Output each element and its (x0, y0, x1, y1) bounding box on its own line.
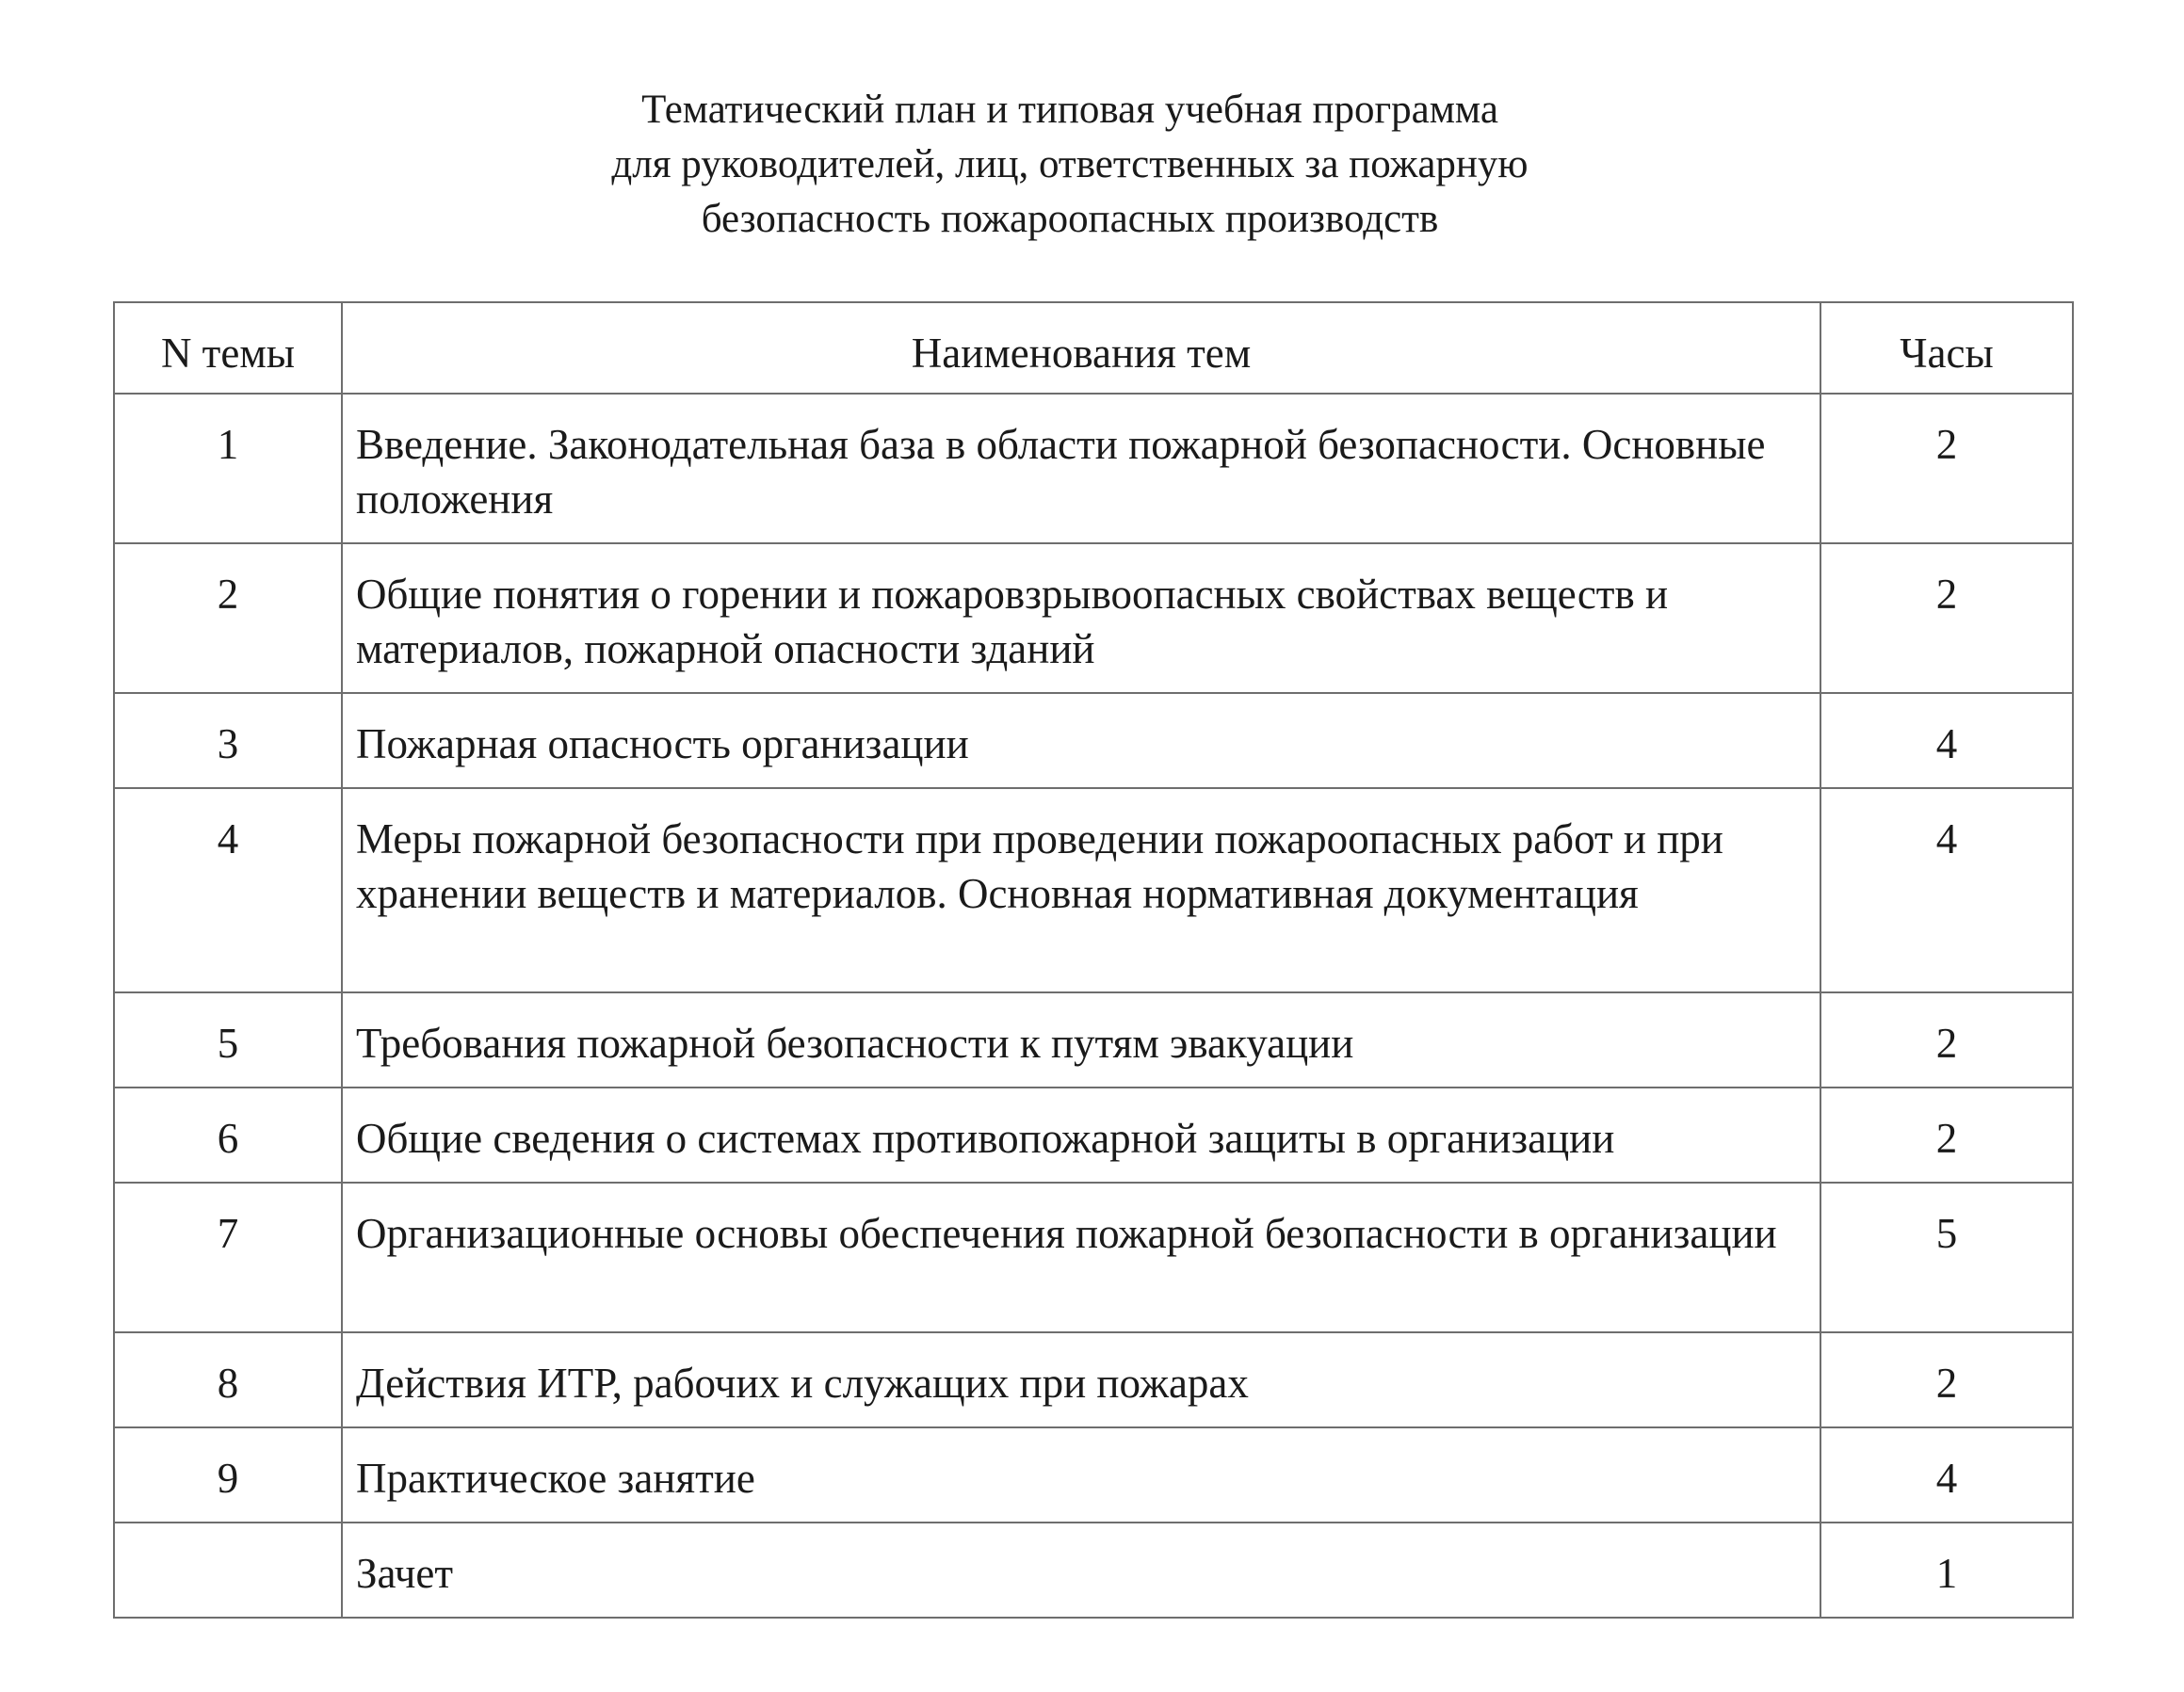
title-line-3: безопасность пожароопасных производств (701, 197, 1439, 241)
header-hours: Часы (1820, 302, 2073, 394)
topic-name: Организационные основы обеспечения пожарной безопасности в организации (342, 1183, 1820, 1332)
topic-number: 9 (114, 1427, 342, 1523)
topic-number: 4 (114, 788, 342, 992)
title-line-1: Тематический план и типовая учебная программа (641, 88, 1498, 132)
topics-table (113, 301, 2074, 1619)
title-line-2: для руководителей, лиц, ответственных за пожарную (611, 142, 1529, 186)
topic-hours: 2 (1820, 543, 2073, 693)
table-row (114, 1332, 2073, 1427)
table-row (114, 1183, 2073, 1332)
topic-number: 1 (114, 394, 342, 543)
table-row (114, 1427, 2073, 1523)
topic-hours: 2 (1820, 1088, 2073, 1183)
topic-name: Общие понятия о горении и пожаровзрывоопасных свойствах веществ и материалов, пожарной опасности зданий (342, 543, 1820, 693)
topic-number: 5 (114, 992, 342, 1088)
topic-name: Пожарная опасность организации (342, 693, 1820, 788)
topic-hours: 2 (1820, 1332, 2073, 1427)
topic-hours: 4 (1820, 788, 2073, 992)
header-topic-name: Наименования тем (342, 302, 1820, 394)
topic-hours: 4 (1820, 693, 2073, 788)
table-header-row (114, 302, 2073, 394)
topic-number: 6 (114, 1088, 342, 1183)
topic-name: Меры пожарной безопасности при проведении пожароопасных работ и при хранении веществ и материалов. Основная нормативная документация (342, 788, 1820, 992)
table-row (114, 693, 2073, 788)
topic-name: Введение. Законодательная база в области пожарной безопасности. Основные положения (342, 394, 1820, 543)
topic-hours: 2 (1820, 394, 2073, 543)
table-row (114, 394, 2073, 543)
table-row (114, 1523, 2073, 1618)
topic-name: Общие сведения о системах противопожарной защиты в организации (342, 1088, 1820, 1183)
topic-name: Практическое занятие (342, 1427, 1820, 1523)
topic-number: 2 (114, 543, 342, 693)
table-row (114, 543, 2073, 693)
topic-number: 8 (114, 1332, 342, 1427)
table-row (114, 1088, 2073, 1183)
topic-hours: 1 (1820, 1523, 2073, 1618)
topic-name: Требования пожарной безопасности к путям эвакуации (342, 992, 1820, 1088)
header-topic-number: N темы (114, 302, 342, 394)
table-row (114, 788, 2073, 992)
table-row (114, 992, 2073, 1088)
topic-number: 3 (114, 693, 342, 788)
topic-number (114, 1523, 342, 1618)
topic-number: 7 (114, 1183, 342, 1332)
topic-hours: 2 (1820, 992, 2073, 1088)
topic-hours: 4 (1820, 1427, 2073, 1523)
document-title (0, 83, 2140, 247)
topic-name: Зачет (342, 1523, 1820, 1618)
topic-hours: 5 (1820, 1183, 2073, 1332)
topic-name: Действия ИТР, рабочих и служащих при пожарах (342, 1332, 1820, 1427)
